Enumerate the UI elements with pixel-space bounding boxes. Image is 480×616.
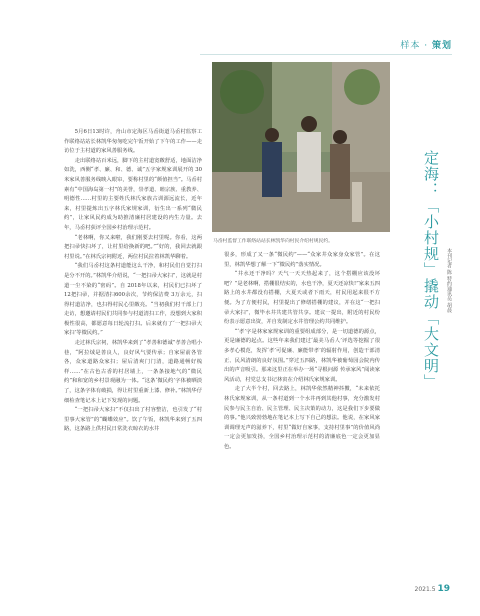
paragraph: 走出联络站百米远，脚下的主村道宽敞舒适，地面洁净如洗，西侧“孝、廉、和、德、诚”五字家规家训展开的 30米家风善服务线映入眼帘，要称村里的“颜值担当”。马岙村素有“中国海岛第一村”的美誉，崇孝道、睦宗族、重教养、明德性……村里的主要姓氏林氏家族古训源远流长，近年来，村里提炼出五字林氏家规家训，衍生出一系列“微民约”，让家风民约成为助推清廉村居建设的内生力量。去年，马岙村获评全国乡村治理示范村。 <box>64 157 202 231</box>
paragraph: 走过林氏宗祠，林凯华来到了“孝善和德诚”孝善合唱小巷，“阿拉绒是善良人，良好风气要传承；自家屋前各管各，众家道路众家扫；屋后清爽门门清，道路通畅好梳样……”在古色古香的村居墙上，一条条接地气的“微民约”和和宽的乡村景观融为一体。“这条‘微民约’字体被晒淡了，这条字体有破损，得让村里重新上漆、修补。”林凯华仔细检查笔记本上记下发现的问题。 <box>64 340 202 404</box>
paragraph: 5月6日13时许，舟山市定海区马岙街道马岙村监察工作联络站站长林凯华匆匆吃完午饭开始了下午的工作——走访位于主村道的家风善服务线。 <box>64 129 202 155</box>
article-photo <box>212 62 390 232</box>
header-rule <box>200 54 452 55</box>
paragraph: “井水还干净吗？天气一天天热起来了，这个搭棚应该没坏吧？”是老林啊，搭棚很结实的，水也干净，夏天还凉快!”家来五四路上的水井都没有搭棚，大夏天或者下雨天，村民用起来很不方便。为了方便村民，村里提出了修缮搭棚的建议，并在这“一把扫帚大家扫”，微毕水井共建共管共享。建议一提出，附近的村民纷纷表示愿意出资，并自发制定水井管理公约共同维护。 <box>224 271 380 326</box>
paragraph: 走了大半个村，回去路上，林凯华依然精神抖擞，“未来依托林氏家规家训，从一条村道到一个水井再到其他村事，充分激发村民参与民主自治、民主管理、民主决策的动力，这是我们下步要做的事。”他兴致勃勃地在笔记本上写下自己的想法。他说，在家风家训调理无声的滋养下，村里“做好自家事，支持村里事”的价值风尚一定会更加发扬，全国乡村治理示范村的清廉底色一定会更加显色。 <box>224 386 380 450</box>
photo-illustration <box>212 62 390 232</box>
paragraph: “老林啊，你又来啦，我们刚要去村里呢。你看，这两把扫帚快扫坏了，让村里给换新的吧。”“好的，我回去就跟村里说。”在林氏宗祠附近，两位村民拉着林凯华聊着。 <box>64 234 202 260</box>
paragraph: 很多，形成了又一条“微民约”——“众家井众家身众家管”。在这里，林凯华想了解一下“微民约”落实情况。 <box>224 252 380 268</box>
photo-caption: 马岙村监督工作联络站站长林凯华向村民介绍村规民约。 <box>213 239 333 244</box>
page-year: 2021.5 <box>414 586 436 593</box>
article-title: 定海：「小村规」撬动「大文明」 <box>422 150 440 390</box>
text-column-right <box>224 251 380 601</box>
page-num: 19 <box>437 584 450 594</box>
paragraph: “‘孝’字是林家家规家训的重要组成部分，是一切道德的源点，更是廉德的起点。这些年来我们建过‘最美马岙人’评选等挖掘了很多孝心模范，发挥‘孝’可促廉、廉能带孝’的辐射作用，创造干部清正、民风清朗的良好氛围。”穿过五四路，林凯华被葡萄园会院内传出的声音吸引。那来这里正在举办一场“寻根问源 传承家风”阅读家风活动，村党总支书记林寅在介绍林氏家规家训。 <box>224 328 380 383</box>
page-number <box>415 584 450 594</box>
text-column-left <box>64 128 202 598</box>
header-separator: · <box>424 41 429 51</box>
section-label: 样本 <box>400 41 421 51</box>
paragraph: “我们马岙村这条村道能这么干净，和村民们自觉打扫是分不开的。”林凯华介绍说，“一把扫帚大家扫”，这就是村道一尘不染的“密码”。自 2018年以来，村民们已扫坏了12把扫帚，并据清扫600余次，节约保洁费 3万余元，扫得村道洁净，也扫得村民心里敞亮。“当初我们村干部上门走访，想邀请村民们共同参与村道清扫工作，没想到大家积极性很高，都愿意每日轮流打扫。后来就有了‘一把扫帚大家扫’等微民约。” <box>64 263 202 337</box>
section-header <box>400 38 452 51</box>
section-topic: 策划 <box>431 41 452 51</box>
article-byline: 本刊记者 陈 特约通讯员 胡晨 <box>446 248 452 313</box>
paragraph: “一把扫帚大家扫”不仅扫出了村容整洁，也引发了“村里事大家管”的“蝴蝶效应”。饮了午饭，林凯华来到了五四路，这条路上供村民日常洗衣晾衣的水井 <box>64 407 202 433</box>
